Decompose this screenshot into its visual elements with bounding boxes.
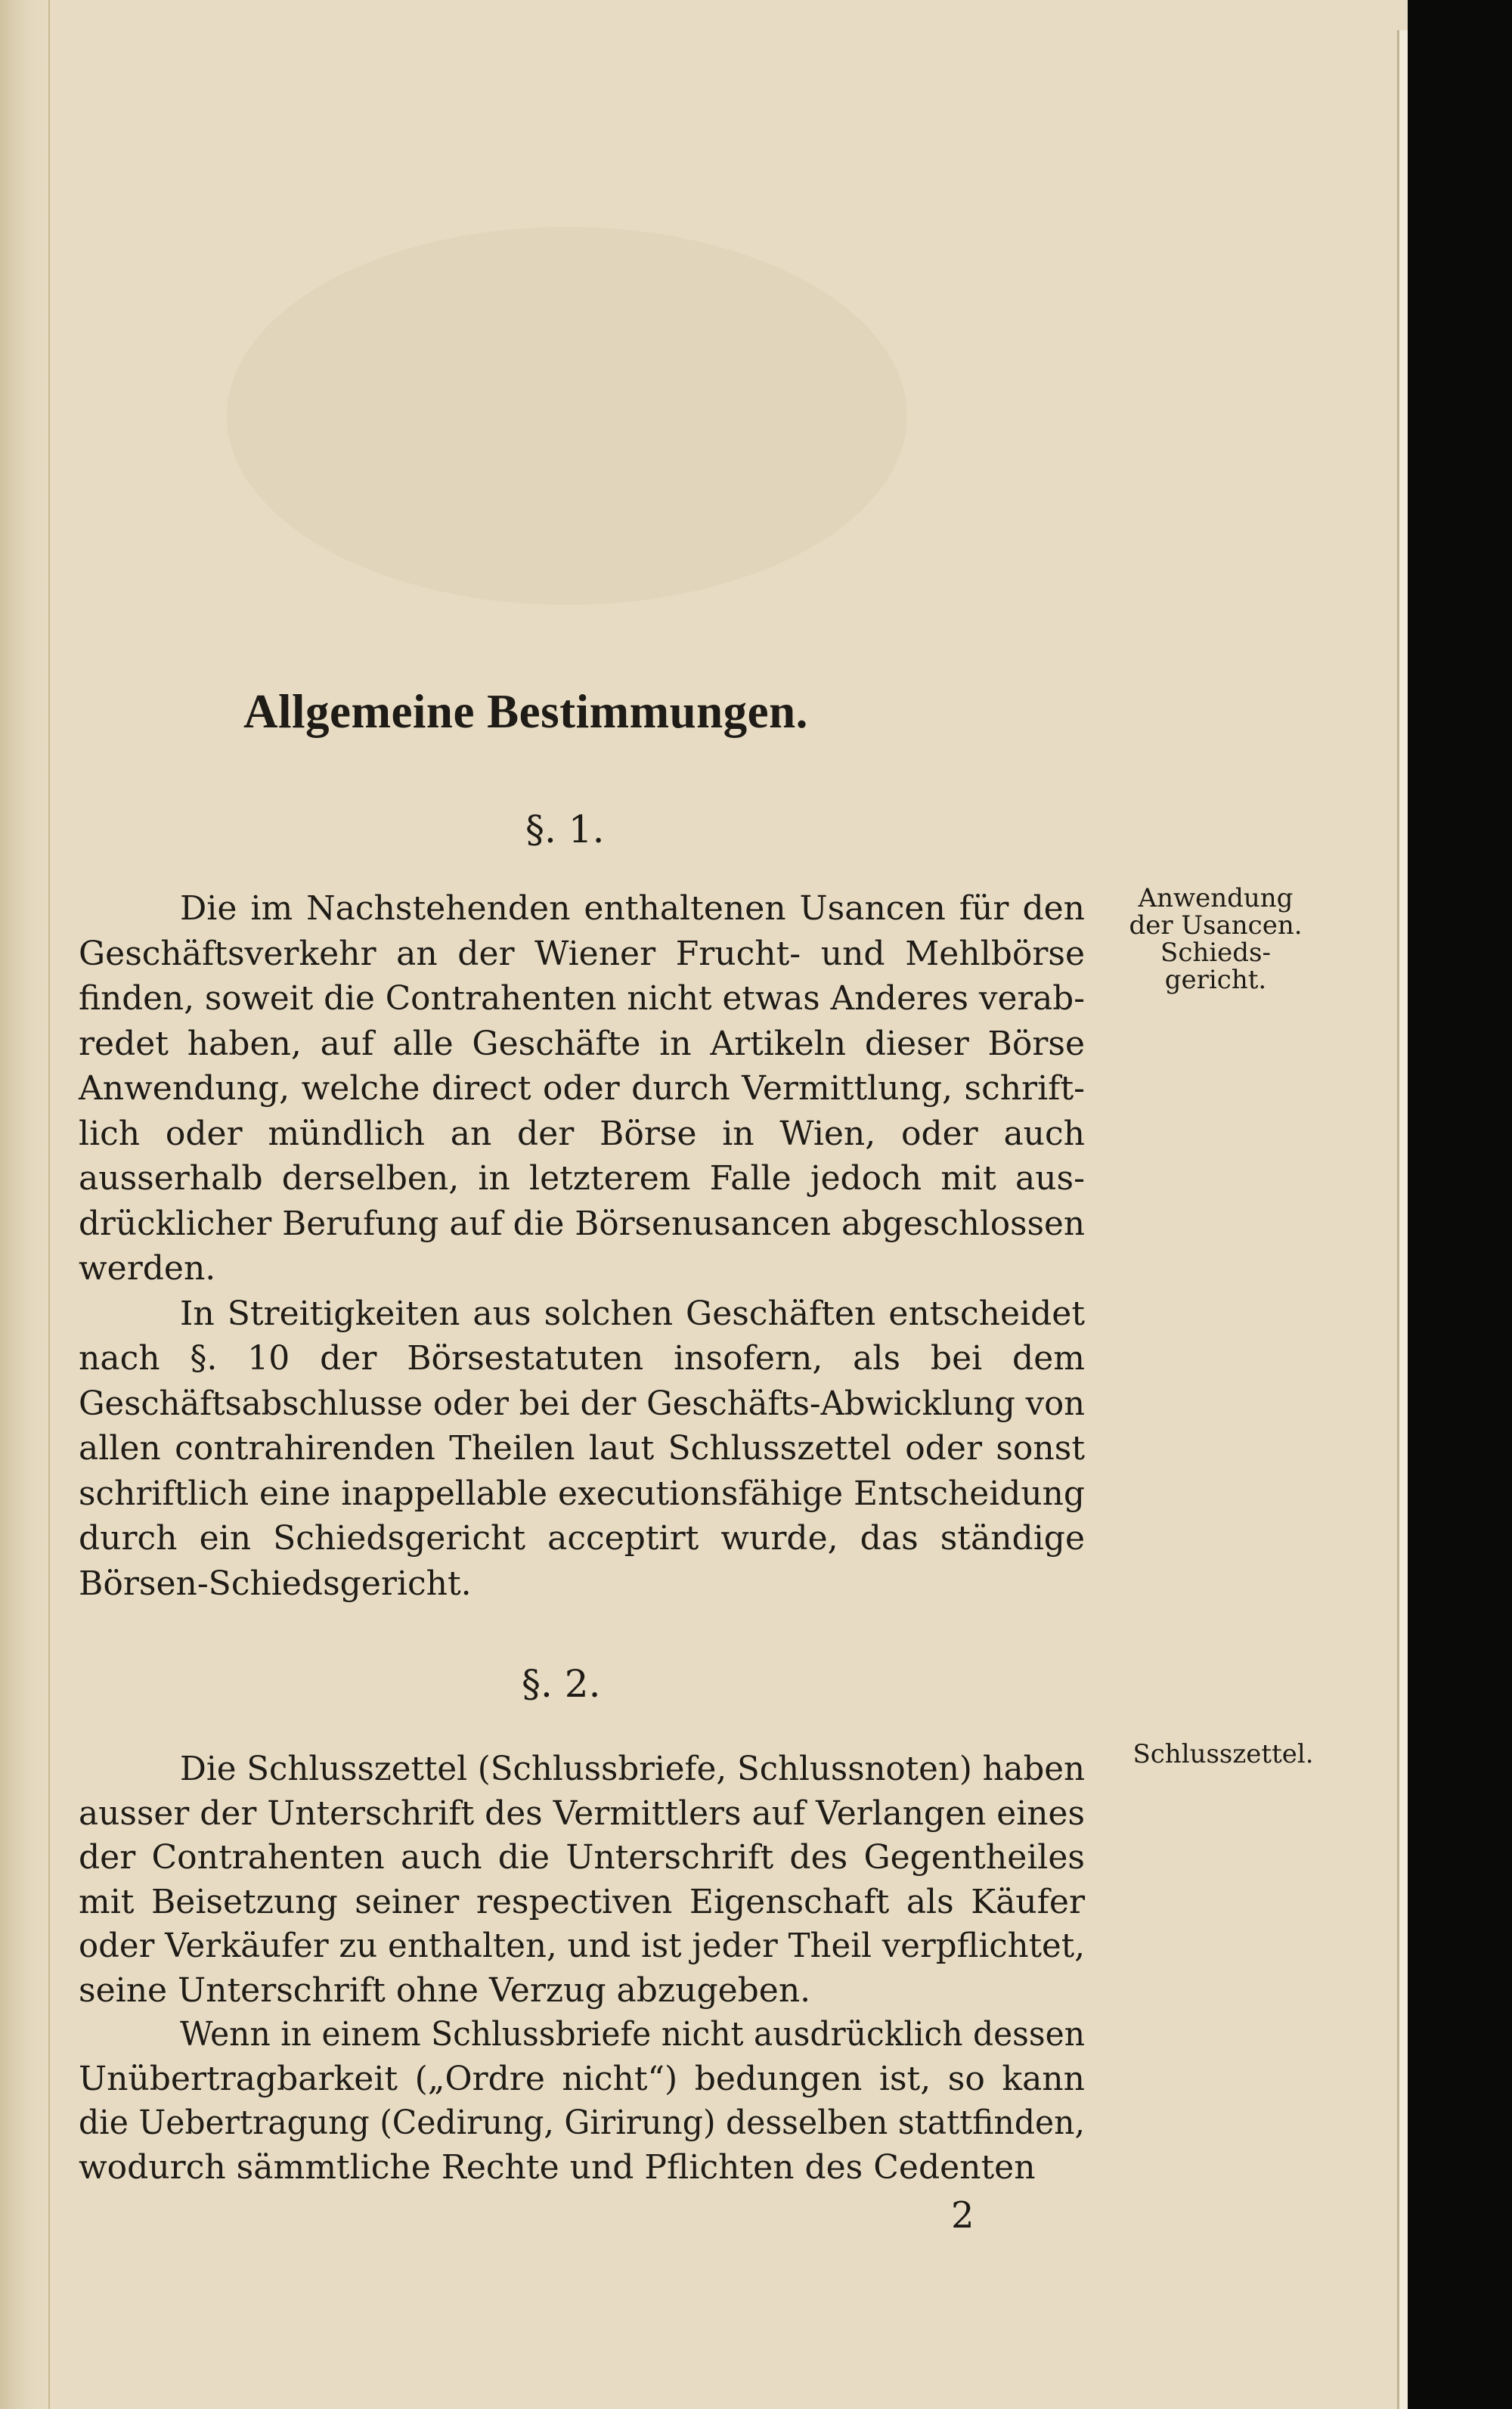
text-line: Unübertragbarkeit („Ordre nicht“) bedungen ist, so kann — [79, 2059, 1085, 2098]
page-fold-edge — [1397, 30, 1408, 2409]
margin-note-line: Schieds- — [1160, 938, 1271, 968]
text-line: der Contrahenten auch die Unterschrift des Gegentheiles — [79, 1838, 1085, 1877]
text-line: lich oder mündlich an der Börse in Wien, oder auch — [79, 1114, 1085, 1153]
text-line: die Uebertragung (Cedirung, Girirung) desselben stattfinden, — [79, 2104, 1085, 2142]
text-line: nach §. 10 der Börsestatuten insofern, als bei dem — [79, 1339, 1085, 1378]
text-line: schriftlich eine inappellable executionsfähige Entscheidung — [79, 1474, 1085, 1513]
text-line: ausser der Unterschrift des Vermittlers auf Verlangen eines — [79, 1794, 1085, 1833]
text-line: Anwendung, welche direct oder durch Vermittlung, schrift- — [79, 1069, 1085, 1108]
text-line: In Streitigkeiten aus solchen Geschäften entscheidet — [180, 1294, 1085, 1333]
text-line: Geschäftsabschlusse oder bei der Geschäfts-Abwicklung von — [79, 1384, 1085, 1423]
text-line: Die im Nachstehenden enthaltenen Usancen für den — [180, 889, 1085, 928]
text-line: Börsen-Schiedsgericht. — [79, 1564, 472, 1603]
text-line: finden, soweit die Contrahenten nicht etwas Anderes verab- — [79, 979, 1085, 1018]
text-line: Die Schlusszettel (Schlussbriefe, Schlussnoten) haben — [180, 1750, 1085, 1788]
text-line: durch ein Schiedsgericht acceptirt wurde, das ständige — [79, 1519, 1085, 1558]
paragraph-sign-1: §. 1. — [525, 808, 605, 851]
text-line: drücklicher Berufung auf die Börsenusancen abgeschlossen — [79, 1204, 1085, 1243]
paragraph-sign-2: §. 2. — [522, 1662, 601, 1706]
text-line: allen contrahirenden Theilen laut Schlusszettel oder sonst — [79, 1429, 1085, 1468]
margin-note-line: Schlusszettel. — [1132, 1739, 1314, 1769]
margin-note-line: der Usancen. — [1129, 910, 1303, 941]
text-line: redet haben, auf alle Geschäfte in Artikeln dieser Börse — [79, 1024, 1085, 1063]
text-line: ausserhalb derselben, in letzterem Falle jedoch mit aus- — [79, 1159, 1085, 1198]
text-line: wodurch sämmtliche Rechte und Pflichten des Cedenten — [79, 2147, 1036, 2187]
text-line: werden. — [79, 1249, 216, 1288]
text-line: Wenn in einem Schlussbriefe nicht ausdrücklich dessen — [180, 2015, 1085, 2054]
margin-note-line: Anwendung — [1138, 883, 1294, 913]
text-line: oder Verkäufer zu enthalten, und ist jeder Theil verpflichtet, — [79, 1927, 1085, 1965]
section-heading: Allgemeine Bestimmungen. — [243, 685, 808, 738]
text-line: seine Unterschrift ohne Verzug abzugeben. — [79, 1970, 811, 2010]
bleed-through-shadow — [227, 227, 907, 605]
margin-note-line: gericht. — [1164, 965, 1267, 995]
text-line: mit Beisetzung seiner respectiven Eigenschaft als Käufer — [79, 1882, 1085, 1921]
book-spine-edge — [0, 0, 50, 2409]
page-number: 2 — [951, 2194, 974, 2237]
text-line: Geschäftsverkehr an der Wiener Frucht- und Mehlbörse — [79, 934, 1085, 973]
